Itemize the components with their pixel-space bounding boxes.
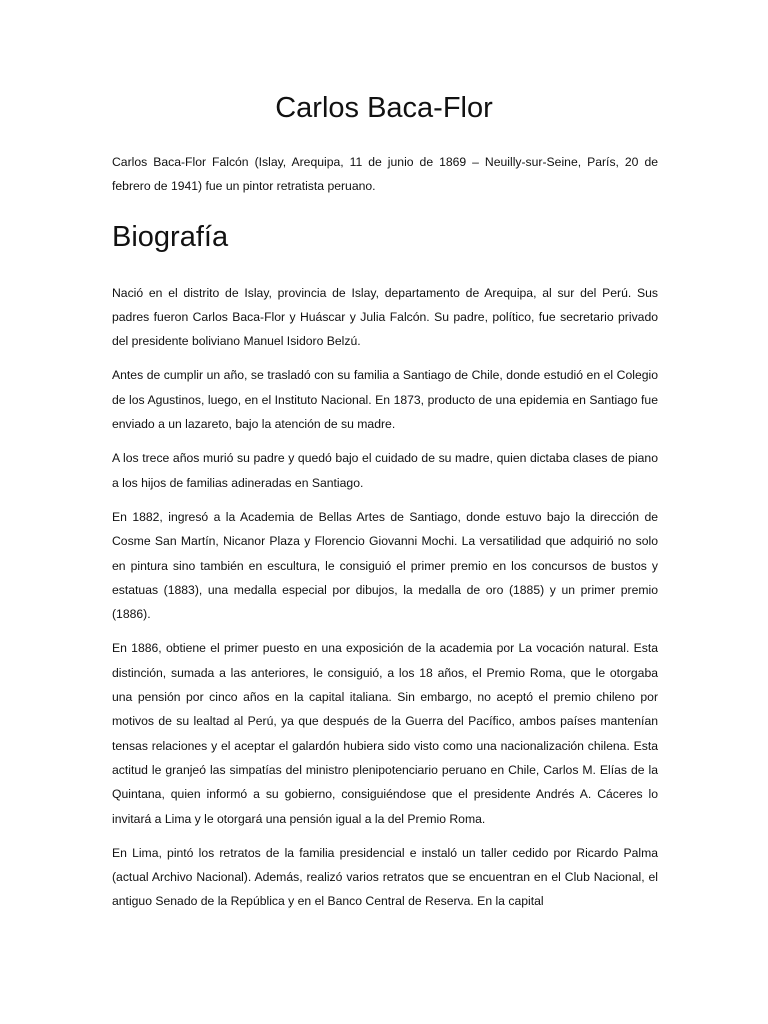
intro-paragraph: Carlos Baca-Flor Falcón (Islay, Arequipa, 11 de junio de 1869 – Neuilly-sur-Seine, París, 20 de febrero de 1941) fue un pintor retratista peruano. bbox=[112, 155, 658, 194]
document-body bbox=[112, 150, 658, 924]
body-paragraph-1: Nació en el distrito de Islay, provincia de Islay, departamento de Arequipa, al sur del Perú. Sus padres fueron Carlos Baca-Flor y Huáscar y Julia Falcón. Su padre, político, fue secretario privado del presidente boliviano Manuel Isidoro Belzú. bbox=[112, 285, 658, 349]
body-paragraph-6: En Lima, pintó los retratos de la familia presidencial e instaló un taller cedido por Ricardo Palma (actual Archivo Nacional). Además, realizó varios retratos que se encuentran en el Club Nacional, el antiguo Senado de la República y en el Banco Central de Reserva. En la capital bbox=[112, 845, 658, 909]
body-paragraph-5: En 1886, obtiene el primer puesto en una exposición de la academia por La vocación natural. Esta distinción, sumada a las anteriores, le consiguió, a los 18 años, el Premio Roma, que le otorgaba una pensión por cinco años en la capital italiana. Sin embargo, no aceptó el premio chileno por motivos de su lealtad al Perú, ya que después de la Guerra del Pacífico, ambos países mantenían tensas relaciones y el aceptar el galardón hubiera sido visto como una nacionalización chilena. Esta actitud le granjeó las simpatías del ministro plenipotenciario peruano en Chile, Carlos M. Elías de la Quintana, quien informó a su gobierno, consiguiéndose que el presidente Andrés A. Cáceres lo invitará a Lima y le otorgará una pensión igual a la del Premio Roma. bbox=[112, 641, 658, 826]
body-paragraph-3: A los trece años murió su padre y quedó bajo el cuidado de su madre, quien dictaba clases de piano a los hijos de familias adineradas en Santiago. bbox=[112, 451, 658, 490]
body-paragraph-4: En 1882, ingresó a la Academia de Bellas Artes de Santiago, donde estuvo bajo la dirección de Cosme San Martín, Nicanor Plaza y Florencio Giovanni Mochi. La versatilidad que adquirió no solo en pintura sino también en escultura, le consiguió el primer premio en los concursos de bustos y estatuas (1883), una medalla especial por dibujos, la medalla de oro (1885) y un primer premio (1886). bbox=[112, 509, 658, 622]
page-title: Carlos Baca-Flor bbox=[275, 92, 493, 124]
body-paragraph-2: Antes de cumplir un año, se trasladó con su familia a Santiago de Chile, donde estudió en el Colegio de los Agustinos, luego, en el Instituto Nacional. En 1873, producto de una epidemia en Santiago fue enviado a un lazareto, bajo la atención de su madre. bbox=[112, 368, 658, 432]
section-heading-biografia: Biografía bbox=[112, 220, 229, 253]
